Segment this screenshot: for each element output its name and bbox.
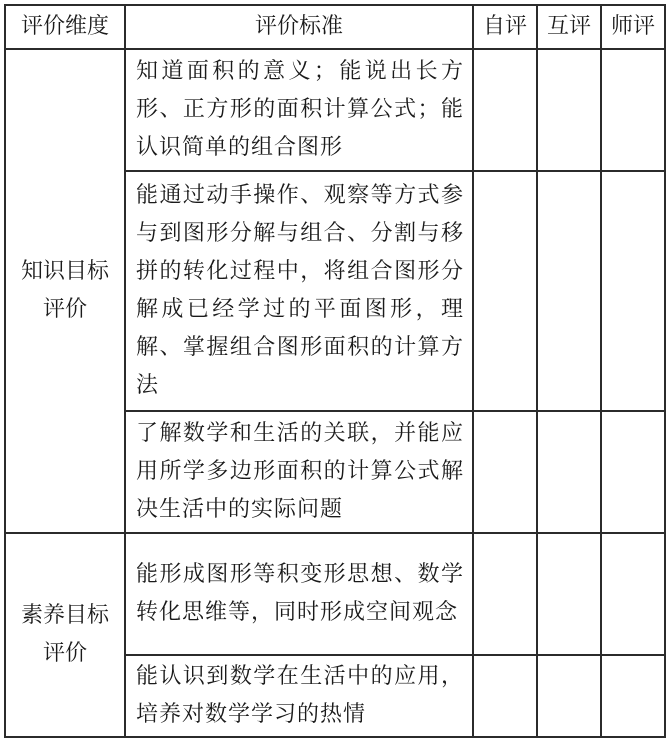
header-teacher-eval: 师评 [601,5,665,49]
self-eval-cell[interactable] [473,533,537,655]
dimension-label: 知识目标 [20,259,109,284]
criteria-text: 知道面积的意义；能说出长方形、正方形的面积计算公式；能认识简单的组合图形 [125,49,473,171]
header-row [5,5,665,49]
peer-eval-cell[interactable] [537,533,601,655]
dimension-knowledge [5,49,125,533]
peer-eval-cell[interactable] [537,411,601,533]
self-eval-cell[interactable] [473,171,537,411]
header-self-eval: 自评 [473,5,537,49]
header-peer-eval: 互评 [537,5,601,49]
teacher-eval-cell[interactable] [601,655,665,737]
teacher-eval-cell[interactable] [601,411,665,533]
header-criteria: 评价标准 [125,5,473,49]
teacher-eval-cell[interactable] [601,171,665,411]
dimension-literacy [5,533,125,737]
dimension-label: 评价 [42,641,87,666]
dimension-label: 素养目标 [20,603,109,628]
evaluation-table [4,4,666,738]
criteria-text: 能形成图形等积变形思想、数学转化思维等，同时形成空间观念 [125,533,473,655]
peer-eval-cell[interactable] [537,171,601,411]
table-row [5,533,665,655]
criteria-text: 能认识到数学在生活中的应用，培养对数学学习的热情 [125,655,473,737]
self-eval-cell[interactable] [473,411,537,533]
teacher-eval-cell[interactable] [601,533,665,655]
teacher-eval-cell[interactable] [601,49,665,171]
peer-eval-cell[interactable] [537,655,601,737]
table-row [5,49,665,171]
self-eval-cell[interactable] [473,655,537,737]
self-eval-cell[interactable] [473,49,537,171]
header-dimension: 评价维度 [5,5,125,49]
peer-eval-cell[interactable] [537,49,601,171]
dimension-label: 评价 [42,297,87,322]
criteria-text: 能通过动手操作、观察等方式参与到图形分解与组合、分割与移拼的转化过程中，将组合图形分解成已经学过的平面图形，理解、掌握组合图形面积的计算方法 [125,171,473,411]
criteria-text: 了解数学和生活的关联，并能应用所学多边形面积的计算公式解决生活中的实际问题 [125,411,473,533]
